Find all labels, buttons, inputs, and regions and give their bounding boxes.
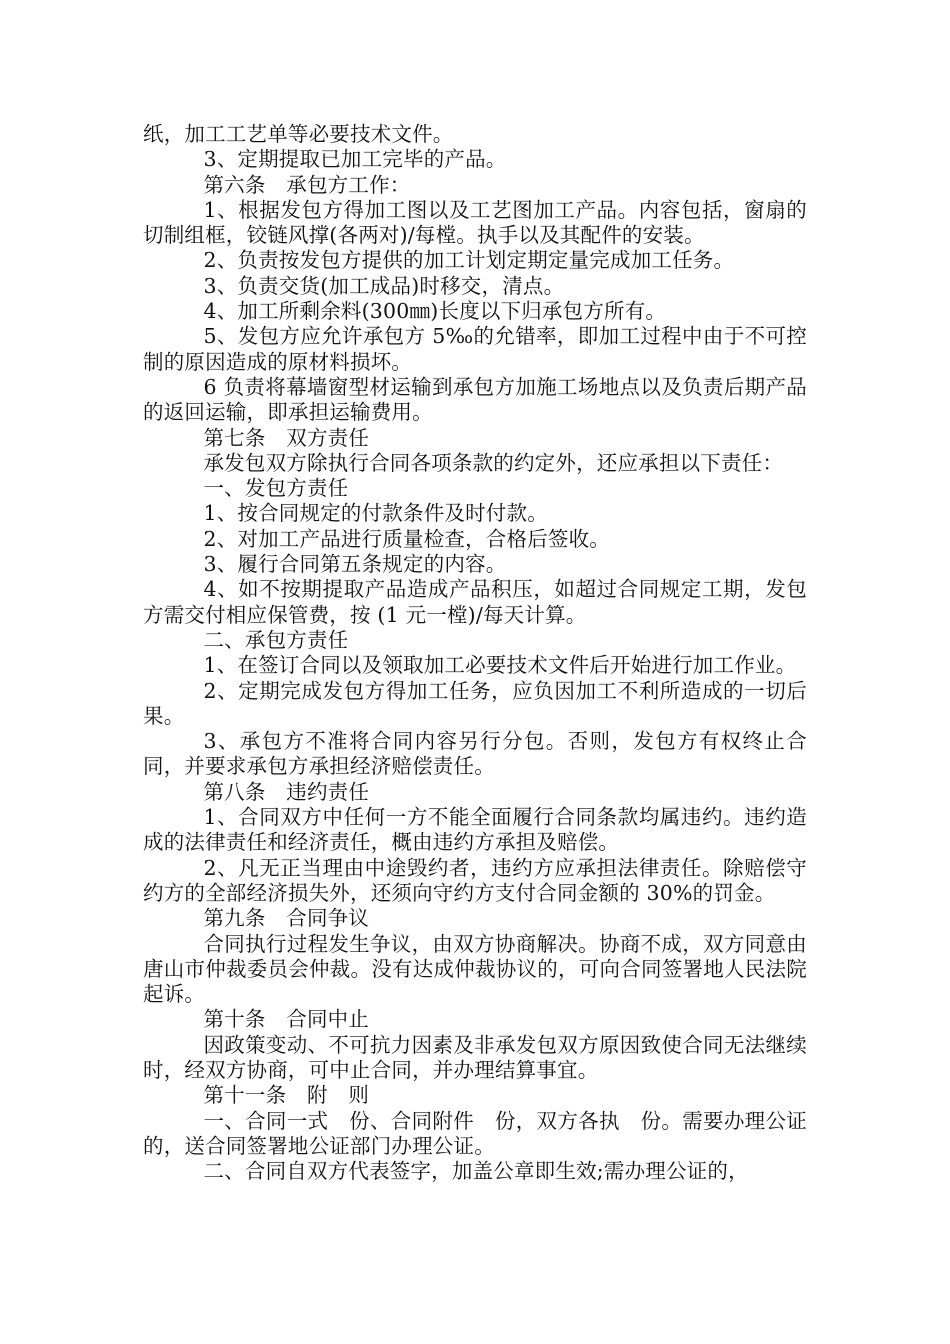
paragraph: 3、履行合同第五条规定的内容。 <box>203 552 507 577</box>
paragraph: 纸，加工工艺单等必要技术文件。 <box>143 122 454 146</box>
subsection-heading: 二、承包方责任 <box>203 627 349 652</box>
paragraph: 合同执行过程发生争议，由双方协商解决。协商不成，双方同意由唐山市仲裁委员会仲裁。没有达成仲裁协议的，可向合同签署地人民法院起诉。 <box>143 931 807 1007</box>
paragraph: 一、合同一式 份、合同附件 份，双方各执 份。需要办理公证的，送合同签署地公证部门办理公证。 <box>143 1108 807 1158</box>
paragraph: 二、合同自双方代表签字，加盖公章即生效;需办理公证的， <box>203 1159 749 1184</box>
section-heading: 第九条 合同争议 <box>203 906 370 931</box>
paragraph: 1、在签订合同以及领取加工必要技术文件后开始进行加工作业。 <box>203 653 797 678</box>
paragraph: 4、加工所剩余料(300㎜)长度以下归承包方所有。 <box>203 299 667 324</box>
paragraph: 4、如不按期提取产品造成产品积压，如超过合同规定工期，发包方需交付相应保管费，按 (1 元一樘)/每天计算。 <box>143 577 807 627</box>
paragraph: 5、发包方应允许承包方 5‰的允错率，即加工过程中由于不可控制的原因造成的原材料损坏。 <box>143 324 807 374</box>
subsection-heading: 一、发包方责任 <box>203 476 349 501</box>
paragraph: 2、对加工产品进行质量检查，合格后签收。 <box>203 526 611 551</box>
section-heading: 第八条 违约责任 <box>203 779 370 804</box>
paragraph: 3、定期提取已加工完毕的产品。 <box>203 147 507 172</box>
paragraph: 1、按合同规定的付款条件及时付款。 <box>203 501 548 526</box>
section-heading: 第十一条 附 则 <box>203 1083 370 1108</box>
document-body <box>143 122 807 1184</box>
paragraph: 3、负责交货(加工成品)时移交，清点。 <box>203 273 565 298</box>
paragraph: 2、凡无正当理由中途毁约者，违约方应承担法律责任。除赔偿守约方的全部经济损失外，还须向守约方支付合同金额的 30%的罚金。 <box>143 855 807 905</box>
paragraph: 1、合同双方中任何一方不能全面履行合同条款均属违约。违约造成的法律责任和经济责任，概由违约方承担及赔偿。 <box>143 805 807 855</box>
paragraph: 承发包双方除执行合同各项条款的约定外，还应承担以下责任： <box>203 450 784 475</box>
paragraph: 因政策变动、不可抗力因素及非承发包双方原因致使合同无法继续时，经双方协商，可中止合同，并办理结算事宜。 <box>143 1032 807 1082</box>
paragraph: 1、根据发包方得加工图以及工艺图加工产品。内容包括，窗扇的切制组框，铰链风撑(各两对)/每樘。执手以及其配件的安装。 <box>143 197 807 248</box>
section-heading: 第十条 合同中止 <box>203 1007 370 1032</box>
paragraph: 2、负责按发包方提供的加工计划定期定量完成加工任务。 <box>203 248 735 273</box>
paragraph: 6 负责将幕墙窗型材运输到承包方加施工场地点以及负责后期产品的返回运输，即承担运输费用。 <box>143 374 807 425</box>
paragraph: 2、定期完成发包方得加工任务，应负因加工不利所造成的一切后果。 <box>143 678 807 728</box>
section-heading: 第七条 双方责任 <box>203 425 370 450</box>
paragraph: 3、承包方不准将合同内容另行分包。否则，发包方有权终止合同，并要求承包方承担经济赔偿责任。 <box>143 729 807 779</box>
section-heading: 第六条 承包方工作： <box>203 172 411 197</box>
